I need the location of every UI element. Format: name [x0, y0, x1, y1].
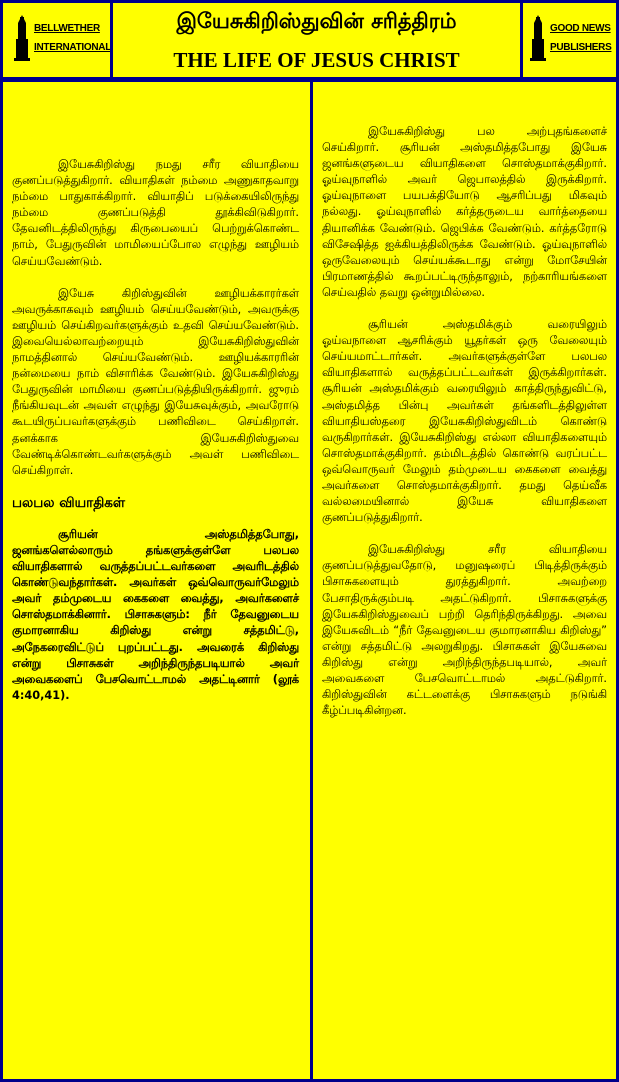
left-paragraph-3: சூரியன் அஸ்தமித்தபோது, ஜனங்களெல்லாரும் தங்களுக்குள்ளே பலபல வியாதிகளால் வருத்தப்பட்டவர்களை அவரிடத்தில் கொண்டுவந்தார்கள். அவர்கள் ஒவ்வொருவர்மேலும் அவர் தம்முடைய கைகளை வைத்து, அவர்களைச் சொஸ்தமாக்கினார். பிசாசுகளும்: நீர் தேவனுடைய குமாரனாகிய கிறிஸ்து என்று சத்தமிட்டு, அநேகரைவிட்டுப் புறப்பட்டது. அவரைக் கிறிஸ்து என்று பிசாசுகள் அறிந்திருந்தபடியால் அவர் அவைகளைப் பேசவொட்டாமல் அதட்டினார் (லூக் 4:40,41).	[12, 527, 299, 702]
section-heading: பலபல வியாதிகள்	[12, 494, 126, 511]
title-english: THE LIFE OF JESUS CHRIST	[173, 48, 460, 72]
bellwether-line1: BELLWETHER	[34, 23, 100, 34]
good-news-line2: PUBLISHERS	[550, 42, 612, 53]
header-left-panel	[0, 0, 113, 80]
left-paragraph-1: இயேசுகிறிஸ்து நமது சரீர வியாதியை குணப்படுத்துகிறார். வியாதிகள் நம்மை அணுகாதவாறு நம்மை பாதுகாக்கிறார். வியாதிப் படுக்கையிலிருந்து நம்மை குணப்படுத்தி தூக்கிவிடுகிறார். தேவனிடத்திலிருந்து கிருபையைப் பெற்றுக்கொண்ட நாம், பேதுருவின் மாமியைப்போல எழுந்து ஊழியம் செய்யவேண்டும்.	[12, 158, 299, 268]
tower-icon	[529, 15, 547, 61]
good-news-logo	[529, 15, 611, 61]
header-title-panel	[110, 0, 523, 80]
good-news-line1: GOOD NEWS	[550, 23, 611, 34]
left-paragraph-2: இயேசு கிறிஸ்துவின் ஊழியக்காரர்கள் அவருக்காகவும் ஊழியம் செய்யவேண்டும், அவருக்கு ஊழியம் செய்கிறவர்களுக்கும் உதவி செய்யவேண்டும். இவையெல்லாவற்றையும் இயேசுகிறிஸ்துவின் நாமத்தினால் செய்யவேண்டும். ஊழியக்காரரின் நன்மையை நாம் விசாரிக்க வேண்டும். இயேசுகிறிஸ்து பேதுருவின் மாமியை குணப்படுத்தியிருக்கிறார். ஜுரம் நீங்கியவுடன் அவள் எழுந்து இயேசுவுக்கும், அவரோடு கூடயிருப்பவர்களுக்கும் பணிவிடை செய்கிறாள். தனக்காக இயேசுகிறிஸ்துவை வேண்டிக்கொண்டவர்களுக்கும் அவள் பணிவிடை செய்கிறாள்.	[12, 286, 299, 477]
header-right-panel	[520, 0, 619, 80]
right-column-text	[322, 124, 607, 735]
right-paragraph-2: சூரியன் அஸ்தமிக்கும் வரையிலும் ஓய்வநாளை ஆசரிக்கும் யூதர்கள் ஒரு வேலையும் செய்யமாட்டார்கள். அவர்களுக்குள்ளே பலபல வியாதிகளால் வருத்தப்பட்டவர்கள் இருக்கிறார்கள். சூரியன் அஸ்தமிக்கும் வரையிலும் காத்திருந்துவிட்டு, அஸ்தமித்த பின்பு அவர்கள் தங்களிடத்திலுள்ள வியாதியஸ்தரை இயேசுகிறிஸ்துவிடம் கொண்டு வருகிறார்கள். இயேசுகிறிஸ்து எல்லா வியாதிகளையும் சொஸ்தமாக்குகிறார். தம்மிடத்தில் கொண்டு வரப்பட்ட ஒவ்வொருவர் மேலும் தம்முடைய கைகளை வைத்து அவர்களை சொஸ்தமாக்குகிறார். தமது தெய்வீக வல்லமையினால் இயேசு வியாதிகளை குணப்படுத்துகிறார்.	[322, 318, 607, 525]
bellwether-line2: INTERNATIONAL	[34, 42, 112, 53]
right-paragraph-1: இயேசுகிறிஸ்து பல அற்புதங்களைச் செய்கிறார். சூரியன் அஸ்தமித்தபோது இயேசு ஜனங்களுடைய வியாதிகளை சொஸ்தமாக்குகிறார். ஓய்வுநாளில் அவர் ஜெபாலத்தில் இருக்கிறார். ஓய்வுநாளை பயபக்தியோடு ஆசரிப்பது மிகவும் நல்லது. ஓய்வுநாளில் கர்த்தருடைய வார்த்தையை தியானிக்க வேண்டும். ஜெபிக்க வேண்டும். கர்த்தரோடு விசேஷித்த ஐக்கியத்திலிருக்க வேண்டும். ஓய்வுநாளில் ஒருவேலையும் செய்யக்கூடாது என்று மோசேயின் பிரமாணத்தில் கூறப்பட்டிருந்தாலும், நற்காரியங்களை செய்வதில் தவறு ஒன்றுமில்லை.	[322, 125, 607, 299]
right-paragraph-3: இயேசுகிறிஸ்து சரீர வியாதியை குணப்படுத்துவதோடு, மனுஷரைப் பிடித்திருக்கும் பிசாசுகளையும் துரத்துகிறார். அவற்றை பேசாதிருக்கும்படி அதட்டுகிறார். பிசாசுகளுக்கு இயேசுகிறிஸ்துவைப் பற்றி தெரிந்திருக்கிறது. அவை இயேசுவிடம் “நீர் தேவனுடைய குமாரனாகிய கிறிஸ்து” என்று சத்தமிட்டு அலறுகிறது. பிசாசுகள் இயேசுவை கிறிஸ்து என்று அறிந்திருந்தபடியால், அவர் அவைகளை பேசவொட்டாமல் அதட்டுகிறார். கிறிஸ்துவின் கட்டளைக்கு பிசாசுகளும் நடுங்கி கீழ்ப்படிகின்றன.	[322, 543, 607, 718]
tower-icon	[13, 15, 31, 61]
title-tamil: இயேசுகிறிஸ்துவின் சரித்திரம்	[176, 9, 457, 33]
bellwether-logo	[13, 15, 111, 61]
left-column-text	[12, 157, 299, 720]
